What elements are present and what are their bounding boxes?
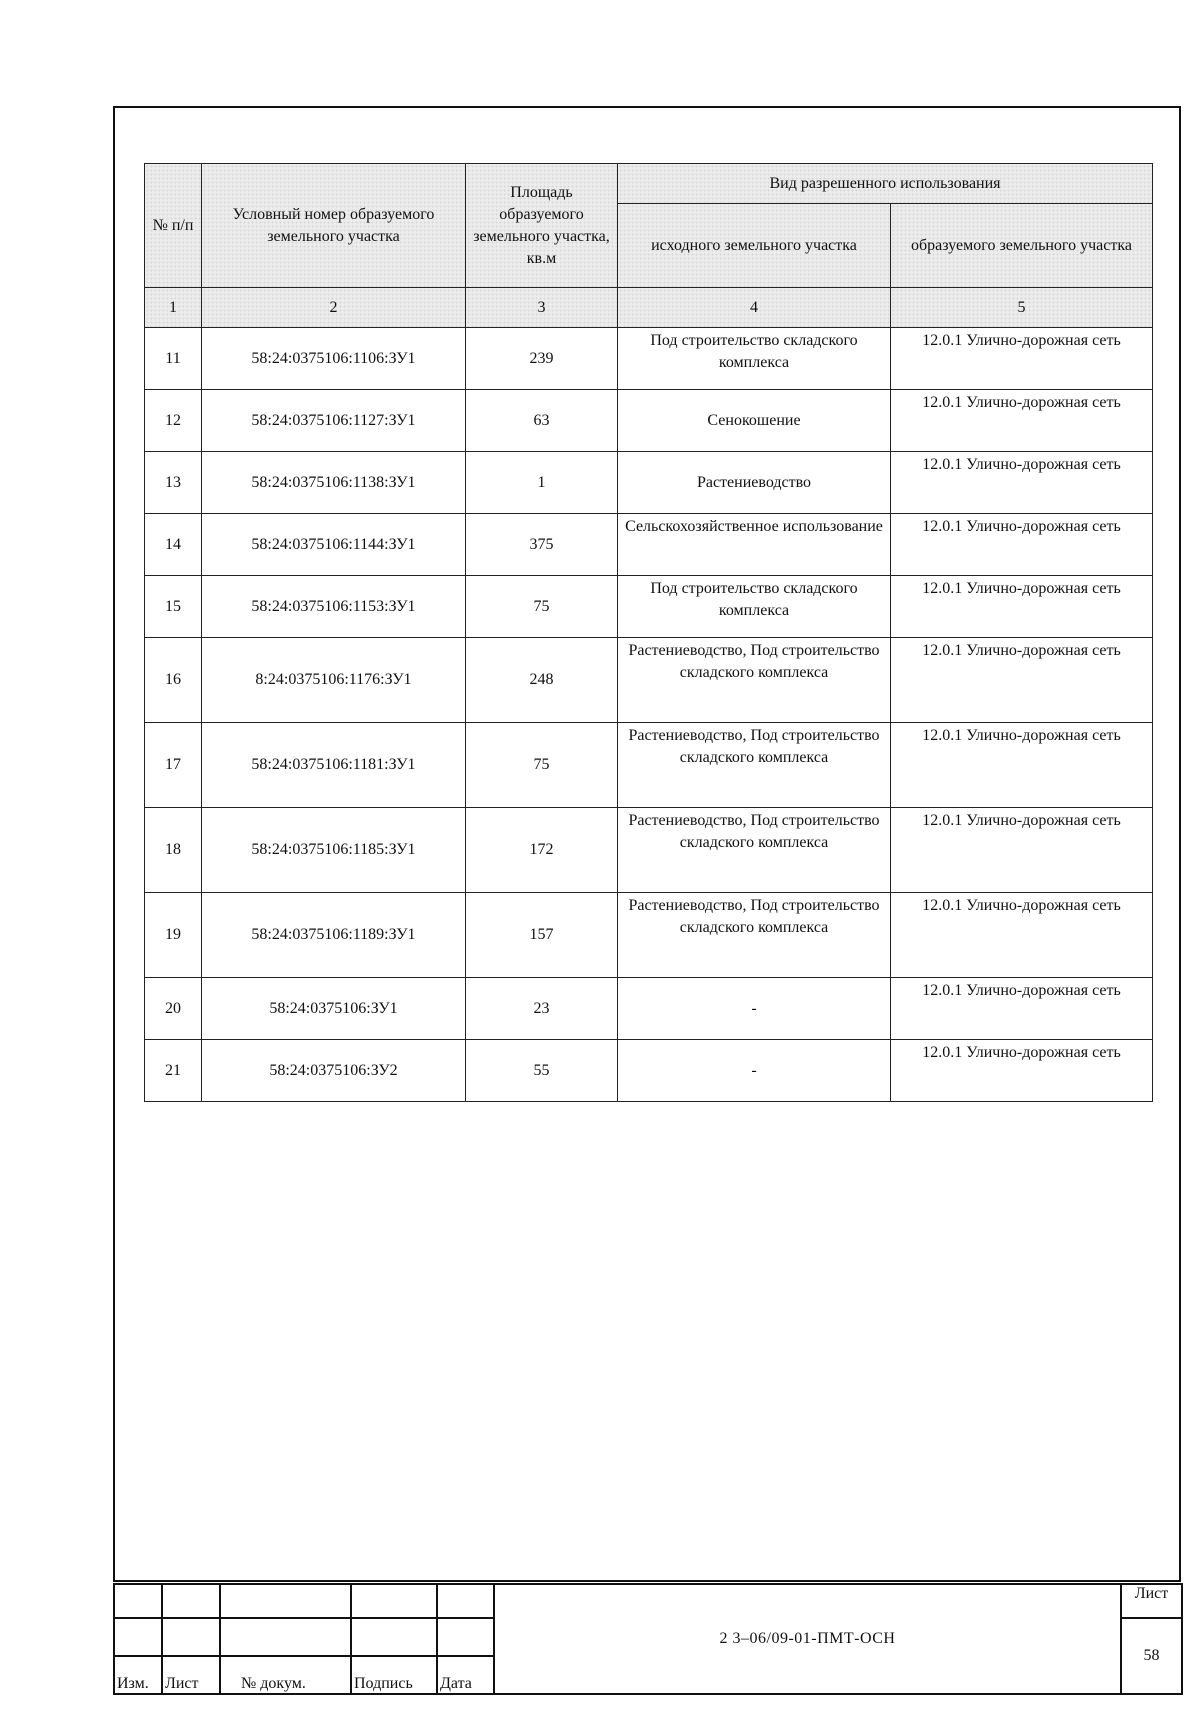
col-number: 3 bbox=[466, 288, 618, 328]
row-use-source: Растениеводство, Под строительство складского комплекса bbox=[618, 808, 891, 893]
table-row bbox=[145, 1040, 1153, 1102]
table-row bbox=[145, 978, 1153, 1040]
row-use-new: 12.0.1 Улично-дорожная сеть bbox=[891, 576, 1153, 638]
stamp-cell bbox=[351, 1618, 437, 1656]
row-use-source: Растениеводство, Под строительство складского комплекса bbox=[618, 723, 891, 808]
stamp-label-change: Изм. bbox=[114, 1656, 162, 1694]
row-area: 75 bbox=[466, 576, 618, 638]
row-use-source: Под строительство складского комплекса bbox=[618, 576, 891, 638]
header-use-new: образуемого земельного участка bbox=[891, 204, 1153, 288]
row-use-source: Растениеводство, Под строительство складского комплекса bbox=[618, 893, 891, 978]
table-row bbox=[145, 893, 1153, 978]
row-cadastral: 8:24:0375106:1176:ЗУ1 bbox=[202, 638, 466, 723]
row-use-new: 12.0.1 Улично-дорожная сеть bbox=[891, 452, 1153, 514]
row-use-new: 12.0.1 Улично-дорожная сеть bbox=[891, 328, 1153, 390]
table-row bbox=[145, 514, 1153, 576]
table-row bbox=[145, 638, 1153, 723]
row-use-new: 12.0.1 Улично-дорожная сеть bbox=[891, 893, 1153, 978]
stamp-cell bbox=[351, 1584, 437, 1618]
row-num: 16 bbox=[145, 638, 202, 723]
row-cadastral: 58:24:0375106:ЗУ2 bbox=[202, 1040, 466, 1102]
row-use-source: Сенокошение bbox=[618, 390, 891, 452]
row-num: 11 bbox=[145, 328, 202, 390]
stamp-cell bbox=[114, 1584, 162, 1618]
stamp-cell bbox=[162, 1618, 220, 1656]
row-use-source: Сельскохозяйственное использование bbox=[618, 514, 891, 576]
row-use-new: 12.0.1 Улично-дорожная сеть bbox=[891, 638, 1153, 723]
table-row bbox=[145, 390, 1153, 452]
sheet-label: Лист bbox=[1121, 1584, 1182, 1618]
row-area: 248 bbox=[466, 638, 618, 723]
stamp-cell bbox=[162, 1584, 220, 1618]
row-cadastral: 58:24:0375106:1181:ЗУ1 bbox=[202, 723, 466, 808]
col-number: 1 bbox=[145, 288, 202, 328]
row-area: 157 bbox=[466, 893, 618, 978]
document-code: 2 3–06/09-01-ПМТ-ОСН bbox=[494, 1584, 1121, 1694]
stamp-label-date: Дата bbox=[437, 1656, 494, 1694]
sheet-number: 58 bbox=[1121, 1618, 1182, 1694]
title-block bbox=[113, 1583, 1181, 1710]
row-area: 23 bbox=[466, 978, 618, 1040]
row-area: 375 bbox=[466, 514, 618, 576]
table-row bbox=[145, 808, 1153, 893]
row-use-source: - bbox=[618, 1040, 891, 1102]
column-number-row bbox=[145, 288, 1153, 328]
stamp-label-signature: Подпись bbox=[351, 1656, 437, 1694]
row-cadastral: 58:24:0375106:1189:ЗУ1 bbox=[202, 893, 466, 978]
row-use-source: Под строительство складского комплекса bbox=[618, 328, 891, 390]
stamp-cell bbox=[114, 1618, 162, 1656]
row-cadastral: 58:24:0375106:1138:ЗУ1 bbox=[202, 452, 466, 514]
row-num: 19 bbox=[145, 893, 202, 978]
row-area: 63 bbox=[466, 390, 618, 452]
table-row bbox=[145, 328, 1153, 390]
row-cadastral: 58:24:0375106:1153:ЗУ1 bbox=[202, 576, 466, 638]
table-row bbox=[145, 576, 1153, 638]
row-use-new: 12.0.1 Улично-дорожная сеть bbox=[891, 978, 1153, 1040]
header-area: Площадь образуемого земельного участка, кв.м bbox=[466, 164, 618, 288]
stamp-cell bbox=[220, 1618, 351, 1656]
row-use-source: Растениеводство bbox=[618, 452, 891, 514]
row-cadastral: 58:24:0375106:ЗУ1 bbox=[202, 978, 466, 1040]
header-num: № п/п bbox=[145, 164, 202, 288]
row-num: 14 bbox=[145, 514, 202, 576]
row-use-new: 12.0.1 Улично-дорожная сеть bbox=[891, 723, 1153, 808]
row-cadastral: 58:24:0375106:1127:ЗУ1 bbox=[202, 390, 466, 452]
row-use-new: 12.0.1 Улично-дорожная сеть bbox=[891, 514, 1153, 576]
row-area: 1 bbox=[466, 452, 618, 514]
header-cadastral: Условный номер образуемого земельного участка bbox=[202, 164, 466, 288]
row-num: 17 bbox=[145, 723, 202, 808]
row-area: 172 bbox=[466, 808, 618, 893]
row-num: 12 bbox=[145, 390, 202, 452]
col-number: 4 bbox=[618, 288, 891, 328]
stamp-cell bbox=[220, 1584, 351, 1618]
row-num: 20 bbox=[145, 978, 202, 1040]
row-area: 239 bbox=[466, 328, 618, 390]
row-use-new: 12.0.1 Улично-дорожная сеть bbox=[891, 808, 1153, 893]
stamp-label-doc: № докум. bbox=[220, 1656, 351, 1694]
row-num: 18 bbox=[145, 808, 202, 893]
table-row bbox=[145, 452, 1153, 514]
row-use-new: 12.0.1 Улично-дорожная сеть bbox=[891, 1040, 1153, 1102]
row-num: 21 bbox=[145, 1040, 202, 1102]
row-cadastral: 58:24:0375106:1106:ЗУ1 bbox=[202, 328, 466, 390]
col-number: 2 bbox=[202, 288, 466, 328]
stamp-label-sheet: Лист bbox=[162, 1656, 220, 1694]
row-use-source: Растениеводство, Под строительство складского комплекса bbox=[618, 638, 891, 723]
row-use-source: - bbox=[618, 978, 891, 1040]
row-num: 13 bbox=[145, 452, 202, 514]
row-area: 75 bbox=[466, 723, 618, 808]
row-use-new: 12.0.1 Улично-дорожная сеть bbox=[891, 390, 1153, 452]
row-num: 15 bbox=[145, 576, 202, 638]
table-row bbox=[145, 723, 1153, 808]
land-plots-table bbox=[144, 163, 1153, 1102]
stamp-cell bbox=[437, 1618, 494, 1656]
col-number: 5 bbox=[891, 288, 1153, 328]
stamp-cell bbox=[437, 1584, 494, 1618]
header-use-group: Вид разрешенного использования bbox=[618, 164, 1153, 204]
row-cadastral: 58:24:0375106:1185:ЗУ1 bbox=[202, 808, 466, 893]
row-cadastral: 58:24:0375106:1144:ЗУ1 bbox=[202, 514, 466, 576]
header-use-source: исходного земельного участка bbox=[618, 204, 891, 288]
row-area: 55 bbox=[466, 1040, 618, 1102]
